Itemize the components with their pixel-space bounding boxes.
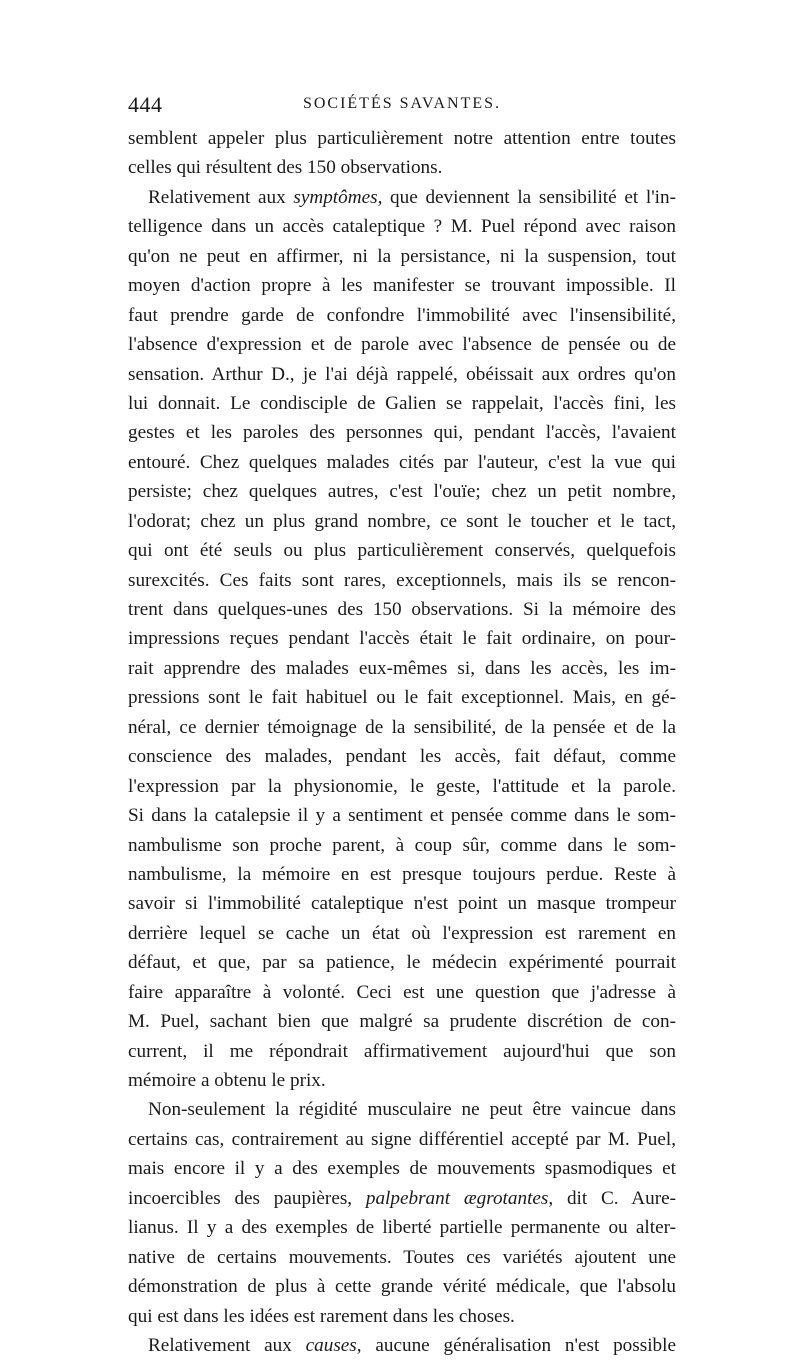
- text-line: pressions sont le fait habituel ou le fait exceptionnel. Mais, en gé-: [128, 687, 676, 709]
- text-line: défaut, et que, par sa patience, le médecin expérimenté pourrait: [128, 952, 676, 974]
- text-line: Non-seulement la régidité musculaire ne peut être vaincue dans: [148, 1099, 676, 1121]
- text-line: impressions reçues pendant l'accès était le fait ordinaire, on pour-: [128, 628, 676, 650]
- text-line: trent dans quelques-unes des 150 observations. Si la mémoire des: [128, 599, 676, 620]
- text-line: gestes et les paroles des personnes qui, pendant l'accès, l'avaient: [128, 422, 676, 444]
- text-line: qu'on ne peut en affirmer, ni la persistance, ni la suspension, tout: [128, 245, 676, 267]
- text-line: mémoire a obtenu le prix.: [128, 1070, 326, 1091]
- body-text: [128, 124, 676, 1360]
- text-line: M. Puel, sachant bien que malgré sa prudente discrétion de con-: [128, 1011, 676, 1033]
- text-line: surexcités. Ces faits sont rares, exceptionnels, mais ils se rencon-: [128, 569, 676, 591]
- text-line: certains cas, contrairement au signe différentiel accepté par M. Puel,: [128, 1128, 676, 1150]
- text-line: telligence dans un accès cataleptique ? M. Puel répond avec raison: [128, 216, 676, 238]
- text-line: l'odorat; chez un plus grand nombre, ce sont le toucher et le tact,: [128, 510, 676, 532]
- text-line: entouré. Chez quelques malades cités par l'auteur, c'est la vue qui: [128, 451, 676, 473]
- text-line: current, il me répondrait affirmativement aujourd'hui que son: [128, 1040, 676, 1062]
- text-line: démonstration de plus à cette grande vérité médicale, que l'absolu: [128, 1276, 676, 1298]
- text-line: lianus. Il y a des exemples de liberté partielle permanente ou alter-: [128, 1217, 676, 1239]
- text-line: sensation. Arthur D., je l'ai déjà rappelé, obéissait aux ordres qu'on: [128, 363, 676, 385]
- text-line: derrière lequel se cache un état où l'expression est rarement en: [128, 922, 676, 944]
- running-title: SOCIÉTÉS SAVANTES.: [302, 95, 502, 112]
- text-line: l'expression par la physionomie, le geste, l'attitude et la parole.: [128, 775, 676, 797]
- text-line: nambulisme son proche parent, à coup sûr, comme dans le som-: [128, 834, 676, 856]
- text-line: qui est dans les idées est rarement dans les choses.: [128, 1305, 515, 1327]
- text-line: rait apprendre des malades eux-mêmes si, dans les accès, les im-: [128, 657, 676, 679]
- text-line: nambulisme, la mémoire en est presque toujours perdue. Reste à: [128, 863, 676, 885]
- page-number: 444: [128, 92, 163, 117]
- text-line: néral, ce dernier témoignage de la sensibilité, de la pensée et de la: [128, 716, 676, 738]
- text-line: qui ont été seuls ou plus particulièrement conservés, quelquefois: [128, 540, 676, 562]
- text-line: Si dans la catalepsie il y a sentiment et pensée comme dans le som-: [128, 805, 676, 827]
- page: [128, 90, 676, 1360]
- text-line: incoercibles des paupières, palpebrant ægrotantes, dit C. Aure-: [128, 1187, 676, 1209]
- text-line: conscience des malades, pendant les accès, fait défaut, comme: [128, 746, 676, 768]
- text-line: mais encore il y a des exemples de mouvements spasmodiques et: [128, 1158, 676, 1180]
- text-line: faut prendre garde de confondre l'immobilité avec l'insensibilité,: [128, 304, 676, 326]
- text-line: savoir si l'immobilité cataleptique n'est point un masque trompeur: [128, 893, 676, 915]
- text-line: moyen d'action propre à les manifester se trouvant impossible. Il: [128, 275, 676, 297]
- text-line: Relativement aux causes, aucune généralisation n'est possible: [148, 1334, 676, 1356]
- running-head: [128, 90, 676, 124]
- text-line: semblent appeler plus particulièrement notre attention entre toutes: [128, 128, 676, 149]
- text-line: persiste; chez quelques autres, c'est l'ouïe; chez un petit nombre,: [128, 481, 676, 503]
- text-line: faire apparaître à volonté. Ceci est une question que j'adresse à: [128, 981, 676, 1003]
- text-line: lui donnait. Le condisciple de Galien se rappelait, l'accès fini, les: [128, 392, 676, 414]
- text-line: Relativement aux symptômes, que deviennent la sensibilité et l'in-: [148, 186, 676, 208]
- text-line: celles qui résultent des 150 observations.: [128, 157, 443, 179]
- text-line: l'absence d'expression et de parole avec l'absence de pensée ou de: [128, 334, 676, 356]
- text-line: native de certains mouvements. Toutes ces variétés ajoutent une: [128, 1246, 676, 1268]
